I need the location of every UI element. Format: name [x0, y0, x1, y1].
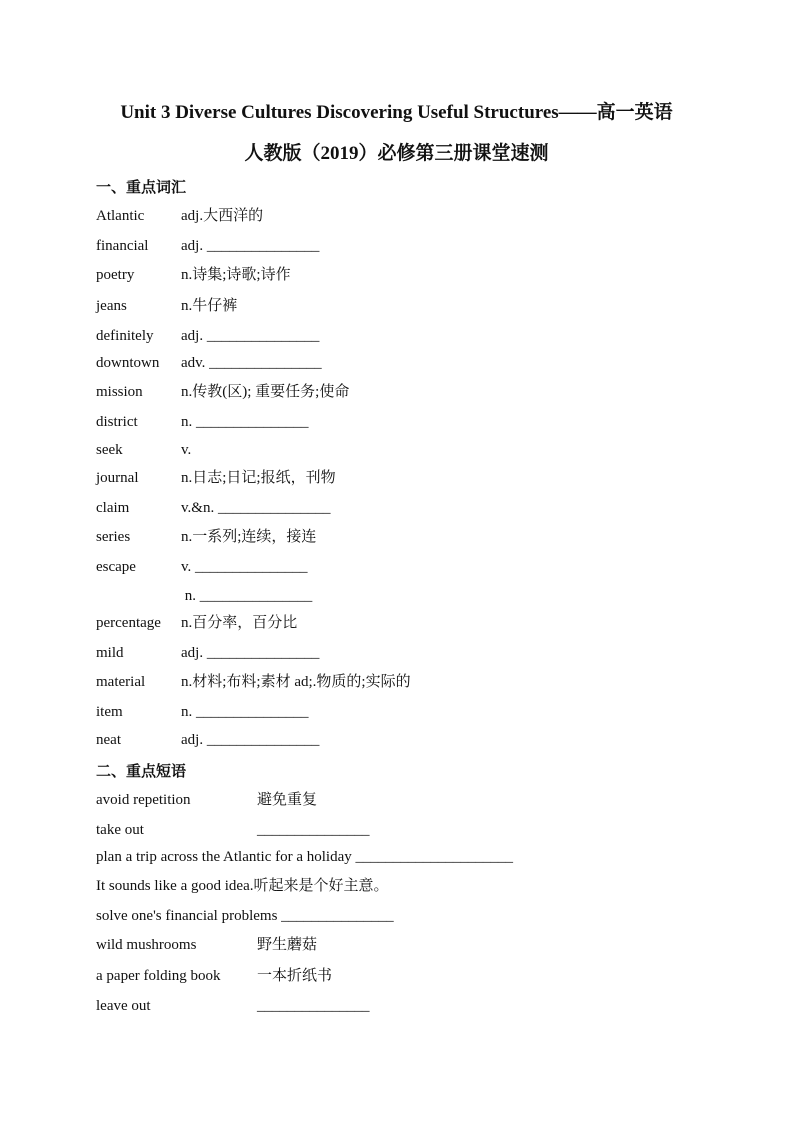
vocab-definition: n.诗集;诗歌;诗作: [181, 267, 291, 283]
phrase-term: avoid repetition: [96, 792, 191, 808]
vocab-term: financial: [96, 238, 149, 254]
phrase-definition: 野生蘑菇: [257, 937, 318, 953]
vocab-definition: n. _______________: [181, 414, 309, 430]
phrase-definition: 一本折纸书: [257, 968, 333, 984]
vocab-term: poetry: [96, 267, 135, 283]
vocab-term: item: [96, 704, 123, 720]
vocab-definition: adj.大西洋的: [181, 208, 264, 224]
vocab-term: mission: [96, 384, 143, 400]
vocab-term: journal: [96, 470, 139, 486]
vocab-definition: v.: [181, 442, 192, 458]
vocab-term: Atlantic: [96, 208, 145, 224]
phrase-line: solve one's financial problems _______________: [96, 908, 394, 924]
vocab-term: mild: [96, 645, 124, 661]
vocab-definition: adj. _______________: [181, 732, 320, 748]
vocab-definition: n. _______________: [181, 588, 313, 604]
vocab-term: district: [96, 414, 138, 430]
vocab-definition: n.材料;布料;素材 ad;.物质的;实际的: [181, 674, 411, 690]
phrase-definition: _______________: [257, 998, 370, 1014]
vocab-definition: n.百分率，百分比: [181, 615, 298, 631]
vocab-definition: adj. _______________: [181, 238, 320, 254]
phrase-definition: 避免重复: [257, 792, 318, 808]
vocab-definition: n.一系列;连续，接连: [181, 529, 317, 545]
vocab-definition: v. _______________: [181, 559, 308, 575]
document-title-line-1: Unit 3 Diverse Cultures Discovering Useful Structures——高一英语: [120, 102, 673, 123]
phrase-line: plan a trip across the Atlantic for a holiday _____________________: [96, 849, 514, 865]
vocab-definition: n. _______________: [181, 704, 309, 720]
vocab-definition: n.日志;日记;报纸，刊物: [181, 470, 336, 486]
phrase-term: leave out: [96, 998, 151, 1014]
vocab-definition: adv. _______________: [181, 355, 322, 371]
vocab-term: percentage: [96, 615, 161, 631]
vocab-definition: n.牛仔裤: [181, 298, 238, 314]
vocab-term: neat: [96, 732, 121, 748]
vocab-definition: n.传教(区); 重要任务;使命: [181, 384, 350, 400]
phrase-term: take out: [96, 822, 144, 838]
vocab-definition: adj. _______________: [181, 645, 320, 661]
phrase-definition: _______________: [257, 822, 370, 838]
vocab-term: escape: [96, 559, 136, 575]
phrase-line: It sounds like a good idea.听起来是个好主意。: [96, 878, 389, 894]
vocab-term: seek: [96, 442, 123, 458]
vocab-term: material: [96, 674, 146, 690]
vocab-definition: adj. _______________: [181, 328, 320, 344]
vocab-term: jeans: [96, 298, 127, 314]
vocab-term: downtown: [96, 355, 160, 371]
document-title-line-2: 人教版（2019）必修第三册课堂速测: [244, 143, 549, 164]
section-heading-phrases: 二、重点短语: [96, 764, 187, 780]
vocab-term: series: [96, 529, 131, 545]
vocab-term: claim: [96, 500, 130, 516]
phrase-term: wild mushrooms: [96, 937, 197, 953]
vocab-term: definitely: [96, 328, 154, 344]
phrase-term: a paper folding book: [96, 968, 221, 984]
section-heading-vocabulary: 一、重点词汇: [96, 180, 187, 196]
vocab-definition: v.&n. _______________: [181, 500, 331, 516]
